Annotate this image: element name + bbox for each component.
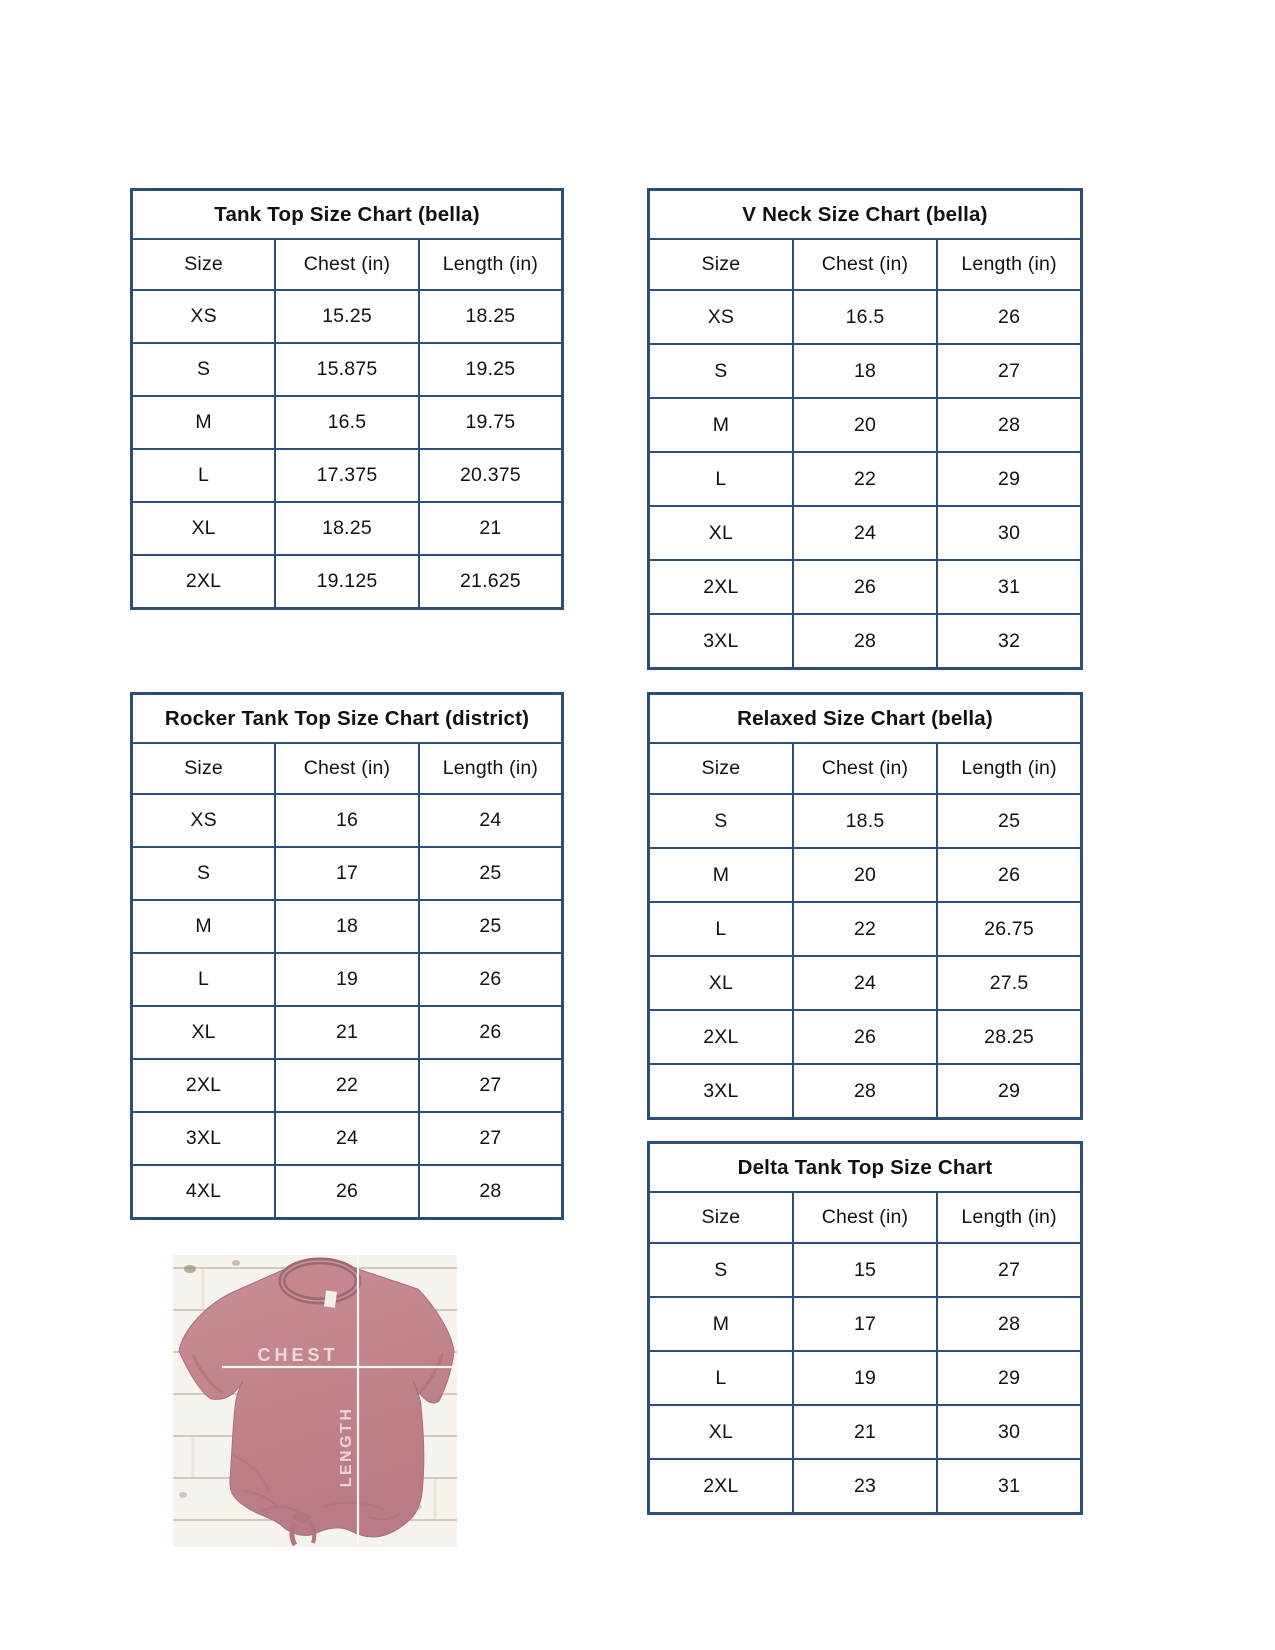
- rocker-tank-top-size-table: [130, 692, 564, 1220]
- table-row: [649, 902, 1082, 956]
- cell: 25: [419, 900, 563, 953]
- cell: 19.25: [419, 343, 563, 396]
- column-header: Length (in): [937, 239, 1081, 290]
- table-row: [649, 344, 1082, 398]
- cell: 16.5: [275, 396, 419, 449]
- cell: 20: [793, 398, 937, 452]
- cell: 26: [937, 290, 1081, 344]
- table-row: [649, 848, 1082, 902]
- table-row: [132, 794, 563, 847]
- cell: 19: [793, 1351, 937, 1405]
- cell: 17: [793, 1297, 937, 1351]
- table-title-row: [649, 1143, 1082, 1193]
- cell: M: [649, 848, 793, 902]
- cell: 27: [419, 1112, 563, 1165]
- cell: S: [132, 847, 276, 900]
- cell: 28: [937, 1297, 1081, 1351]
- column-header: Size: [132, 743, 276, 794]
- cell: XL: [132, 502, 276, 555]
- cell: 2XL: [132, 1059, 276, 1112]
- table-row: [649, 1297, 1082, 1351]
- cell: 21: [419, 502, 563, 555]
- table-row: [132, 1006, 563, 1059]
- cell: M: [132, 900, 276, 953]
- table-title: Relaxed Size Chart (bella): [649, 694, 1082, 744]
- cell: L: [132, 953, 276, 1006]
- table-row: [649, 956, 1082, 1010]
- cell: 3XL: [649, 614, 793, 669]
- cell: 21.625: [419, 555, 563, 609]
- column-header: Size: [649, 1192, 793, 1243]
- cell: XL: [649, 956, 793, 1010]
- column-header: Length (in): [419, 743, 563, 794]
- cell: M: [132, 396, 276, 449]
- cell: 19: [275, 953, 419, 1006]
- column-header: Length (in): [937, 743, 1081, 794]
- table-header-row: [649, 239, 1082, 290]
- column-header: Chest (in): [793, 239, 937, 290]
- cell: 31: [937, 560, 1081, 614]
- cell: 29: [937, 1064, 1081, 1119]
- cell: 26: [419, 1006, 563, 1059]
- table-row: [649, 560, 1082, 614]
- table-title: V Neck Size Chart (bella): [649, 190, 1082, 240]
- cell: 2XL: [649, 560, 793, 614]
- cell: S: [649, 1243, 793, 1297]
- cell: 21: [275, 1006, 419, 1059]
- table-row: [649, 1351, 1082, 1405]
- table-row: [132, 396, 563, 449]
- care-label: [324, 1290, 337, 1307]
- table-row: [132, 1059, 563, 1112]
- cell: 28: [937, 398, 1081, 452]
- table-header-row: [132, 239, 563, 290]
- cell: 28: [793, 614, 937, 669]
- cell: 24: [793, 506, 937, 560]
- table-row: [132, 1112, 563, 1165]
- table-row: [132, 1165, 563, 1219]
- cell: 24: [419, 794, 563, 847]
- cell: 28: [419, 1165, 563, 1219]
- column-header: Length (in): [937, 1192, 1081, 1243]
- cell: XL: [649, 506, 793, 560]
- cell: XL: [649, 1405, 793, 1459]
- cell: 16.5: [793, 290, 937, 344]
- cell: 21: [793, 1405, 937, 1459]
- table-row: [649, 1010, 1082, 1064]
- cell: XL: [132, 1006, 276, 1059]
- cell: 27.5: [937, 956, 1081, 1010]
- column-header: Chest (in): [275, 239, 419, 290]
- cell: 28.25: [937, 1010, 1081, 1064]
- relaxed-size-table: [647, 692, 1083, 1120]
- cell: M: [649, 1297, 793, 1351]
- cell: XS: [132, 794, 276, 847]
- table-title: Rocker Tank Top Size Chart (district): [132, 694, 563, 744]
- cell: L: [649, 1351, 793, 1405]
- cell: 26: [793, 1010, 937, 1064]
- table-row: [132, 449, 563, 502]
- cell: 32: [937, 614, 1081, 669]
- cell: 20: [793, 848, 937, 902]
- cell: 24: [793, 956, 937, 1010]
- cell: 19.75: [419, 396, 563, 449]
- cell: 22: [793, 902, 937, 956]
- table-row: [649, 290, 1082, 344]
- table-title: Delta Tank Top Size Chart: [649, 1143, 1082, 1193]
- cell: 24: [275, 1112, 419, 1165]
- cell: 2XL: [132, 555, 276, 609]
- table-row: [132, 502, 563, 555]
- table-title-row: [649, 694, 1082, 744]
- table-row: [649, 1405, 1082, 1459]
- table-header-row: [132, 743, 563, 794]
- table-row: [132, 900, 563, 953]
- cell: 27: [419, 1059, 563, 1112]
- tank-top-size-table: [130, 188, 564, 610]
- cell: L: [649, 452, 793, 506]
- cell: 26: [937, 848, 1081, 902]
- cell: 18.25: [275, 502, 419, 555]
- cell: 16: [275, 794, 419, 847]
- column-header: Chest (in): [275, 743, 419, 794]
- cell: 30: [937, 506, 1081, 560]
- cell: 15.25: [275, 290, 419, 343]
- cell: 20.375: [419, 449, 563, 502]
- table-row: [649, 452, 1082, 506]
- cell: 25: [937, 794, 1081, 848]
- length-label: LENGTH: [338, 1406, 355, 1488]
- cell: L: [132, 449, 276, 502]
- cell: L: [649, 902, 793, 956]
- cell: 30: [937, 1405, 1081, 1459]
- table-row: [649, 1459, 1082, 1514]
- cell: 26.75: [937, 902, 1081, 956]
- cell: 2XL: [649, 1459, 793, 1514]
- cell: 3XL: [649, 1064, 793, 1119]
- column-header: Chest (in): [793, 743, 937, 794]
- cell: 27: [937, 1243, 1081, 1297]
- cell: 31: [937, 1459, 1081, 1514]
- table-title: Tank Top Size Chart (bella): [132, 190, 563, 240]
- column-header: Chest (in): [793, 1192, 937, 1243]
- chest-label: CHEST: [257, 1345, 339, 1365]
- table-header-row: [649, 743, 1082, 794]
- cell: 18: [793, 344, 937, 398]
- v-neck-size-table: [647, 188, 1083, 670]
- table-row: [132, 343, 563, 396]
- column-header: Length (in): [419, 239, 563, 290]
- table-title-row: [649, 190, 1082, 240]
- table-row: [649, 1064, 1082, 1119]
- cell: 29: [937, 452, 1081, 506]
- cell: 18.25: [419, 290, 563, 343]
- cell: 18: [275, 900, 419, 953]
- table-row: [649, 1243, 1082, 1297]
- cell: S: [132, 343, 276, 396]
- shirt-measurement-photo: [173, 1255, 457, 1547]
- table-row: [649, 614, 1082, 669]
- table-row: [649, 506, 1082, 560]
- table-title-row: [132, 190, 563, 240]
- cell: 26: [275, 1165, 419, 1219]
- cell: 26: [793, 560, 937, 614]
- table-row: [132, 290, 563, 343]
- cell: XS: [132, 290, 276, 343]
- column-header: Size: [132, 239, 276, 290]
- cell: 23: [793, 1459, 937, 1514]
- cell: 17.375: [275, 449, 419, 502]
- cell: S: [649, 344, 793, 398]
- cell: 29: [937, 1351, 1081, 1405]
- cell: 2XL: [649, 1010, 793, 1064]
- table-header-row: [649, 1192, 1082, 1243]
- table-row: [132, 555, 563, 609]
- cell: 25: [419, 847, 563, 900]
- table-row: [132, 953, 563, 1006]
- cell: 3XL: [132, 1112, 276, 1165]
- delta-tank-top-size-table: [647, 1141, 1083, 1515]
- cell: 28: [793, 1064, 937, 1119]
- table-row: [649, 398, 1082, 452]
- cell: 17: [275, 847, 419, 900]
- cell: S: [649, 794, 793, 848]
- cell: 26: [419, 953, 563, 1006]
- cell: 27: [937, 344, 1081, 398]
- cell: 15.875: [275, 343, 419, 396]
- cell: 19.125: [275, 555, 419, 609]
- cell: 15: [793, 1243, 937, 1297]
- shirt-measurement-illustration: [173, 1255, 457, 1547]
- cell: 4XL: [132, 1165, 276, 1219]
- column-header: Size: [649, 239, 793, 290]
- cell: 22: [793, 452, 937, 506]
- table-row: [132, 847, 563, 900]
- cell: 22: [275, 1059, 419, 1112]
- table-title-row: [132, 694, 563, 744]
- column-header: Size: [649, 743, 793, 794]
- table-row: [649, 794, 1082, 848]
- cell: M: [649, 398, 793, 452]
- cell: 18.5: [793, 794, 937, 848]
- cell: XS: [649, 290, 793, 344]
